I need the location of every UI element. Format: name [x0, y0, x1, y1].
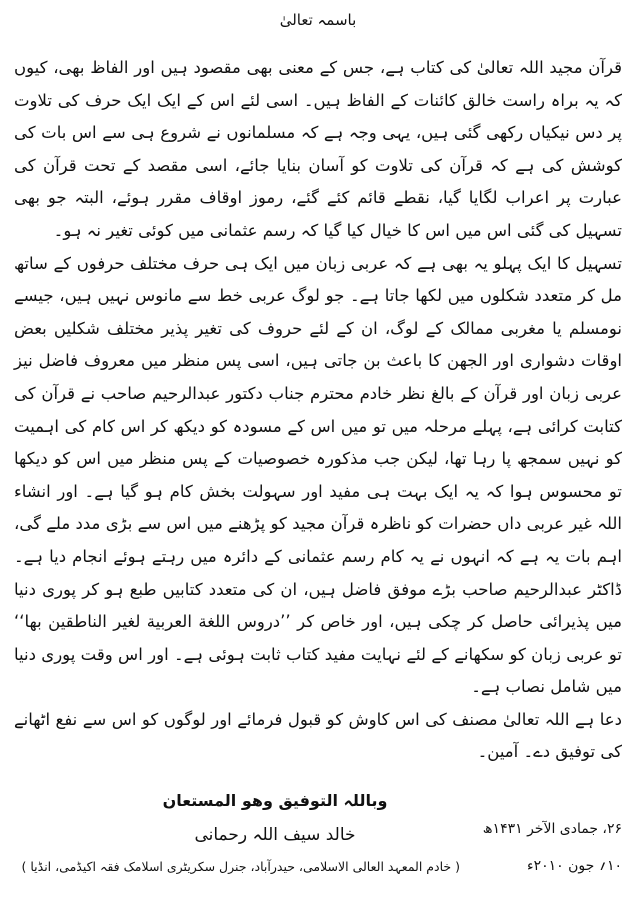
page-heading: باسمہ تعالیٰ [279, 11, 357, 29]
paragraph-dua: دعا ہے اللہ تعالیٰ مصنف کی اس کاوش کو قبول فرمائے اور لوگوں کو اس سے نفع اٹھانے کی توفیق دے۔ آمین۔ [14, 709, 622, 762]
signature-dua: وباللہ التوفیق وھو المستعان [162, 791, 388, 810]
paragraph-tasheel: تسہیل کا ایک پہلو یہ بھی ہے کہ عربی زبان میں ایک ہی حرف مختلف حرفوں کے ساتھ مل کر متعدد شکلوں میں لکھا جاتا ہے۔ جو لوگ عربی خط سے مانوس نہیں ہیں، جیسے نومسلم یا مغربی ممالک کے لوگ، ان کے لئے حروف کی تغیر پذیر مختلف شکلیں بعض اوقات دشواری اور الجھن کا باعث بن جاتی ہیں، اسی پس منظر میں معروف فاضل نیز عربی زبان اور قرآن کے بالغ نظر خادم محترم جناب دکتور عبدالرحیم صاحب نے قرآن کی کتابت کرائی ہے، پہلے مرحلہ میں تو میں اس کے مسودہ کو دیکھ کر اس کام کی اہمیت کو نہیں سمجھ پا رہا تھا، لیکن جب مذکورہ خصوصیات کے پس منظر میں اس کو دیکھا تو محسوس ہوا کہ یہ ایک بہت ہی مفید اور سہولت بخش کام ہو گیا ہے۔ اور انشاء اللہ غیر عربی داں حضرات کو ناظرہ قرآن مجید کو پڑھنے میں اس سے بڑی مدد ملے گی، اہم بات یہ ہے کہ انہوں نے یہ کام رسم عثمانی کے دائرہ میں رہتے ہوئے انجام دیا ہے۔ ڈاکٹر عبدالرحیم صاحب بڑے موفق فاضل ہیں، ان کی متعدد کتابیں طبع ہو کر پوری دنیا میں پذیرائی حاصل کر چکی ہیں، اور خاص کر ’’دروس اللغة العربية لغير الناطقين بها‘‘ تو عربی زبان کو سکھانے کے لئے نہایت مفید کتاب ثابت ہوئی ہے۔ اور اس وقت پوری دنیا میں شامل نصاب ہے۔ [14, 253, 622, 697]
date-hijri: ۲۶، جمادی الآخر ۱۴۳۱ھ [482, 821, 622, 837]
signature-name: خالد سیف اللہ رحمانی [194, 825, 356, 845]
signature-title: ( خادم المعہد العالی الاسلامی، حیدرآباد، جنرل سکریٹری اسلامک فقہ اکیڈمی، انڈیا ) [21, 859, 460, 874]
date-gregorian: ۱۰؍ جون ۲۰۱۰ء [527, 858, 622, 874]
paragraph-intro: قرآن مجید اللہ تعالیٰ کی کتاب ہے، جس کے معنی بھی مقصود ہیں اور الفاظ بھی، کیوں کہ یہ براہ راست خالق کائنات کے الفاظ ہیں۔ اسی لئے اس کے ایک ایک حرف کی تلاوت پر دس نیکیاں رکھی گئی ہیں، یہی وجہ ہے کہ مسلمانوں نے شروع ہی سے اس بات کی کوشش کی ہے کہ قرآن کی تلاوت کو آسان بنایا جائے، اسی مقصد کے تحت قرآن کی عبارت پر اعراب لگایا گیا، نقطے قائم کئے گئے، رموز اوقاف مقرر ہوئے، البتہ جو بھی تسہیل کی گئی اس میں اس کا خیال کیا گیا کہ رسم عثمانی میں کوئی تغیر نہ ہو۔ [14, 58, 622, 240]
document-body [14, 52, 622, 769]
